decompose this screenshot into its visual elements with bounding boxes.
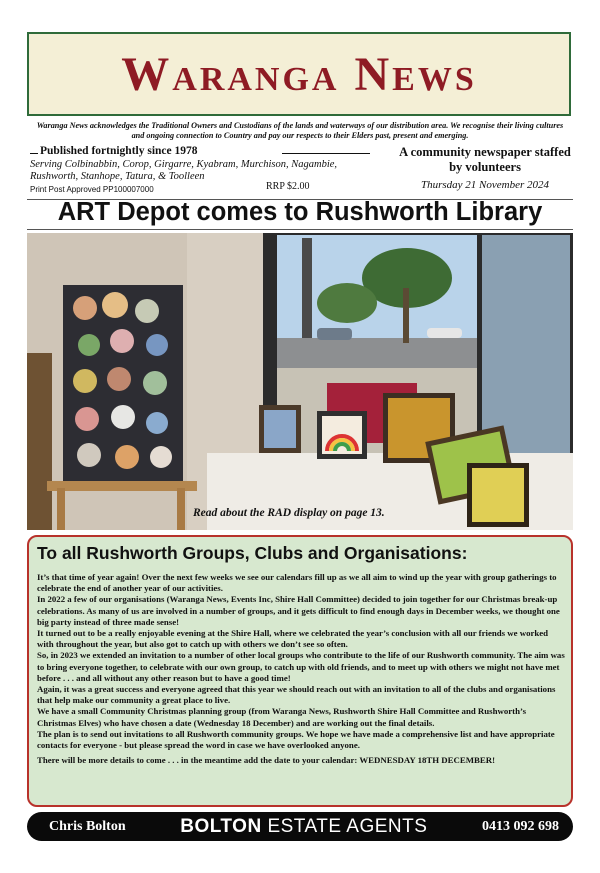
agency-brand-rest: ESTATE AGENTS: [261, 815, 428, 837]
art-display-illustration: [27, 233, 573, 530]
notice-box: [27, 535, 573, 807]
notice-paragraph: The plan is to send out invitations to all Rushworth community groups. We hope we have made a comprehensive list and have appropriate contacts for everyone - but please spread the word in case we have overlooked anyone.: [37, 728, 555, 751]
agent-phone: 0413 092 698: [482, 818, 559, 834]
serving-towns: Serving Colbinabbin, Corop, Girgarre, Kyabram, Murchison, Nagambie, Rushworth, Stanhope, Tatura, & Toolleen: [30, 159, 338, 182]
notice-paragraph: It’s that time of year again! Over the next few weeks we see our calendars fill up as we all aim to wind up the year with group gatherings to celebrate the end of another year of our activities.: [37, 572, 557, 594]
notice-paragraph: We have a small Community Christmas planning group (from Waranga News, Rushworth Shire Hall Committee and Rushworth’s Christmas Elves) who have chosen a date (Wednesday 18 December) and are working out the final details.: [37, 706, 526, 728]
notice-body: [37, 572, 565, 766]
notice-paragraph: It turned out to be a really enjoyable evening at the Shire Hall, where we celebrated the year’s conclusion with all our friends we worked with throughout the year, but also got to catch up with others we don’t see so often.: [37, 628, 549, 650]
art-display-photo: [27, 233, 573, 530]
masthead-title: Waranga News: [121, 47, 477, 101]
notice-paragraph: There will be more details to come . . . in the meantime add the date to your calendar: WEDNESDAY 18TH DECEMBER!: [37, 755, 496, 766]
divider: [27, 229, 573, 230]
issue-date: Thursday 21 November 2024: [420, 179, 550, 191]
community-tagline: A community newspaper staffed by volunteers: [399, 145, 571, 174]
advertisement-banner: [27, 812, 573, 841]
print-post-approval: Print Post Approved PP100007000: [30, 185, 154, 194]
acknowledgement-text: Waranga News acknowledges the Traditional Owners and Custodians of the lands and waterways of our distribution area. We recognise their living cultures and ongoing connection to Country and pay our respects to their Elders past, present and emerging.: [36, 121, 564, 140]
published-since: Published fortnightly since 1978: [40, 145, 198, 157]
notice-paragraph: Again, it was a great success and everyone agreed that this year we should reach out with an invitation to all of the clubs and organisations that help make our community a great place to live.: [37, 684, 556, 706]
issue-info: [30, 145, 575, 197]
masthead-banner: [27, 32, 571, 116]
photo-caption: Read about the RAD display on page 13.: [193, 507, 385, 519]
agency-brand-bold: BOLTON: [180, 815, 262, 837]
notice-paragraph: In 2022 a few of our organisations (Waranga News, Events Inc, Shire Hall Committee) decided to join together for our Christmas break-up celebrations. As many of us are involved in a number of groups, and it gets difficult to find enough days in December weeks, we thought one big party instead of three made sense!: [37, 594, 560, 627]
agent-name: Chris Bolton: [49, 818, 126, 834]
headline: ART Depot comes to Rushworth Library: [57, 198, 543, 226]
agency-brand: [180, 816, 427, 838]
price: RRP $2.00: [266, 181, 310, 192]
notice-title: To all Rushworth Groups, Clubs and Organisations:: [37, 543, 468, 563]
divider: [282, 153, 370, 154]
notice-paragraph: So, in 2023 we extended an invitation to a number of other local groups who contribute to the life of our Rushworth community. The aim was to bring everyone together, to celebrate with our own group, to catch up with old friends, and to meet up with others we might not have met before . . . and all without any other reason but to have a good time!: [37, 650, 565, 683]
divider: [30, 153, 38, 154]
